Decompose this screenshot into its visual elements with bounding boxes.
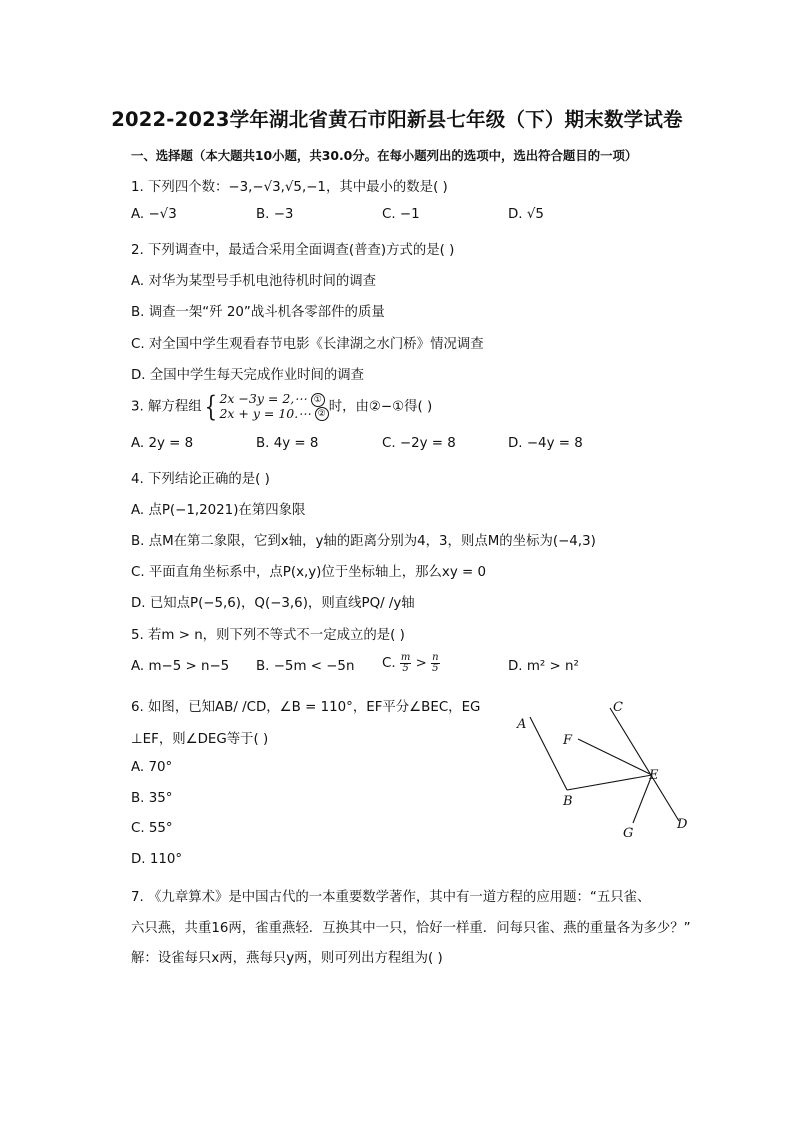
equation-1-mark: ①	[311, 393, 325, 407]
question-7-line3: 解：设雀每只x两，燕每只y两，则可列出方程组为( )	[131, 951, 443, 966]
question-4-option-c: C. 平面直角坐标系中，点P(x,y)位于坐标轴上，那么xy = 0	[131, 565, 487, 580]
line-cd	[610, 708, 679, 821]
label-f: F	[563, 733, 573, 748]
question-7-line1: 7. 《九章算术》是中国古代的一本重要数学著作，其中有一道方程的应用题：“五只雀、	[131, 890, 651, 905]
ray-ef	[578, 739, 652, 775]
question-4-option-a: A. 点P(−1,2021)在第四象限	[131, 503, 306, 518]
label-c: C	[613, 700, 623, 715]
question-6-option-c: C. 55°	[131, 821, 173, 836]
question-6-stem-line1: 6. 如图，已知AB/ /CD，∠B = 110°，EF平分∠BEC，EG	[131, 700, 481, 715]
question-3-option-d: D. −4y = 8	[508, 436, 583, 451]
question-7-line2: 六只燕，共重16两，雀重燕轻．互换其中一只，恰好一样重．问每只雀、燕的重量各为多少？”	[131, 921, 691, 936]
question-2-option-a: A. 对华为某型号手机电池待机时间的调查	[131, 274, 377, 289]
question-1-stem: 1. 下列四个数：−3,−√3,√5,−1，其中最小的数是( )	[131, 180, 448, 195]
section-heading: 一、选择题（本大题共10小题，共30.0分。在每小题列出的选项中，选出符合题目的一项）	[131, 148, 638, 163]
fraction-numerator-m: m	[400, 652, 411, 663]
fraction-operator: >	[415, 656, 427, 671]
question-1-option-a: A. −√3	[131, 207, 177, 222]
equation-1: 2x −3y = 2,⋯	[219, 391, 307, 406]
question-4-option-d: D. 已知点P(−5,6)，Q(−3,6)，则直线PQ/ /y轴	[131, 596, 415, 611]
question-2-option-c: C. 对全国中学生观看春节电影《长津湖之水门桥》情况调查	[131, 337, 484, 352]
fraction-n-over-5	[431, 653, 439, 674]
segment-ab	[530, 717, 567, 790]
question-2-option-d: D. 全国中学生每天完成作业时间的调查	[131, 368, 365, 383]
question-6-stem-line2: ⊥EF，则∠DEG等于( )	[131, 732, 269, 747]
fraction-numerator-n: n	[432, 652, 439, 663]
equation-2: 2x + y = 10.⋯	[219, 405, 311, 421]
fraction-denominator: 5	[402, 663, 409, 674]
question-6-option-a: A. 70°	[131, 760, 173, 775]
question-3-stem-prefix: 3. 解方程组	[131, 399, 202, 415]
question-3-stem-suffix: 时，由②−①得( )	[328, 399, 433, 415]
question-3-option-c: C. −2y = 8	[382, 436, 456, 451]
question-5-option-d: D. m² > n²	[508, 659, 579, 674]
question-3-option-b: B. 4y = 8	[256, 436, 319, 451]
question-2-stem: 2. 下列调查中，最适合采用全面调查(普查)方式的是( )	[131, 243, 455, 258]
fraction-m-over-5	[400, 653, 411, 674]
question-5-option-a: A. m−5 > n−5	[131, 659, 230, 674]
question-6-option-d: D. 110°	[131, 852, 183, 867]
question-5-stem: 5. 若m > n，则下列不等式不一定成立的是( )	[131, 628, 405, 643]
question-5-option-b: B. −5m < −5n	[256, 659, 355, 674]
fraction-denominator: 5	[432, 663, 439, 674]
question-4-stem: 4. 下列结论正确的是( )	[131, 472, 270, 487]
label-e: E	[649, 768, 659, 783]
segment-be	[567, 775, 652, 790]
question-2-option-b: B. 调查一架“歼 20”战斗机各零部件的质量	[131, 305, 385, 320]
question-5-option-c-letter: C.	[382, 656, 396, 671]
label-a: A	[517, 717, 527, 732]
label-g: G	[623, 826, 634, 841]
label-d: D	[677, 817, 688, 832]
equation-2-mark: ②	[315, 407, 329, 421]
label-b: B	[563, 794, 573, 809]
question-6-option-b: B. 35°	[131, 791, 173, 806]
question-3-option-a: A. 2y = 8	[131, 436, 194, 451]
question-5-option-c	[382, 653, 440, 674]
question-4-option-b: B. 点M在第二象限，它到x轴，y轴的距离分别为4，3，则点M的坐标为(−4,3)	[131, 534, 596, 549]
geometry-figure	[510, 695, 710, 845]
exam-title: 2022-2023学年湖北省黄石市阳新县七年级（下）期末数学试卷	[111, 108, 683, 131]
system-brace: {	[204, 389, 217, 423]
equation-system	[219, 392, 328, 421]
question-1-option-b: B. −3	[256, 207, 294, 222]
question-1-option-c: C. −1	[382, 207, 420, 222]
question-1-option-d: D. √5	[508, 207, 544, 222]
question-3-stem	[131, 389, 433, 423]
